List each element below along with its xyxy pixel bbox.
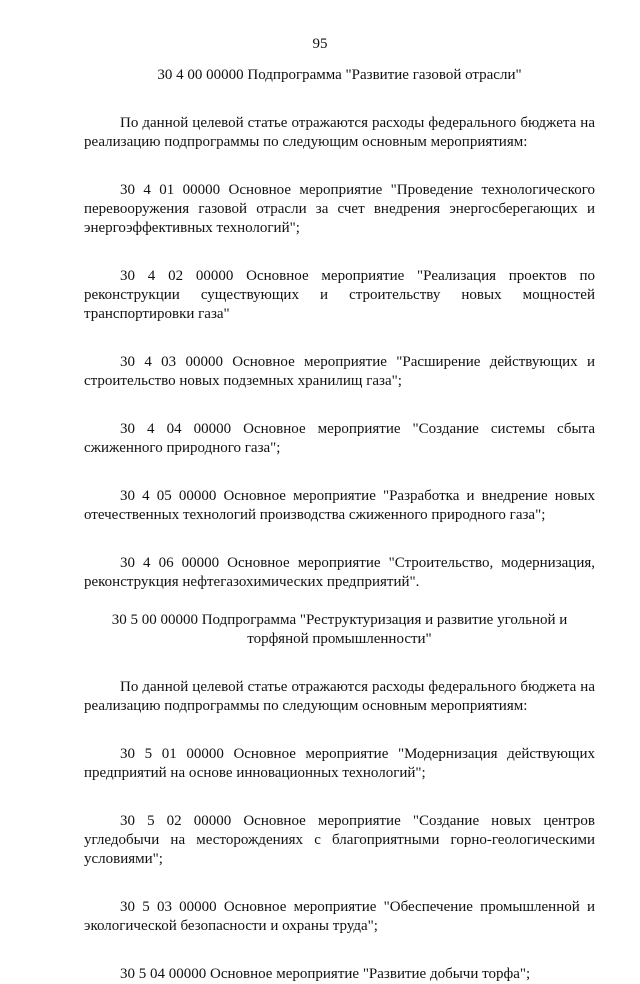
list-item: 30 4 02 00000 Основное мероприятие "Реализация проектов по реконструкции существующих и строительству новых мощностей транспортировки газа" [84,268,595,322]
list-item: 30 5 03 00000 Основное мероприятие "Обеспечение промышленной и экологической безопасности и охраны труда"; [84,899,595,934]
page-number: 95 [312,36,328,52]
list-item: 30 4 04 00000 Основное мероприятие "Создание системы сбыта сжиженного природного газа"; [84,421,595,456]
list-item: 30 5 02 00000 Основное мероприятие "Создание новых центров угледобычи на месторождениях с благоприятными горно-геологическими условиями"; [84,813,595,867]
section-heading: 30 4 00 00000 Подпрограмма "Развитие газовой отрасли" [157,67,522,83]
section-heading-line: 30 5 00 00000 Подпрограмма "Реструктуризация и развитие угольной и [111,612,568,628]
section-intro: По данной целевой статье отражаются расходы федерального бюджета на реализацию подпрограммы по следующим основным мероприятиям: [84,679,595,714]
list-item: 30 4 05 00000 Основное мероприятие "Разработка и внедрение новых отечественных технологий производства сжиженного природного газа"; [84,488,595,523]
section-intro: По данной целевой статье отражаются расходы федерального бюджета на реализацию подпрограммы по следующим основным мероприятиям: [84,115,595,150]
list-item: 30 5 01 00000 Основное мероприятие "Модернизация действующих предприятий на основе инновационных технологий"; [84,746,595,781]
list-item: 30 4 01 00000 Основное мероприятие "Проведение технологического перевооружения газовой отрасли за счет внедрения энергосберегающих и энергоэффективных технологий"; [84,182,595,236]
section-heading [84,611,595,649]
section-heading-line: торфяной промышленности" [247,631,432,647]
list-item: 30 4 06 00000 Основное мероприятие "Строительство, модернизация, реконструкция нефтегазохимических предприятий". [84,555,595,590]
document-body [84,66,595,984]
list-item: 30 5 04 00000 Основное мероприятие "Развитие добычи торфа"; [120,966,531,982]
list-item: 30 4 03 00000 Основное мероприятие "Расширение действующих и строительство новых подземных хранилищ газа"; [84,354,595,389]
